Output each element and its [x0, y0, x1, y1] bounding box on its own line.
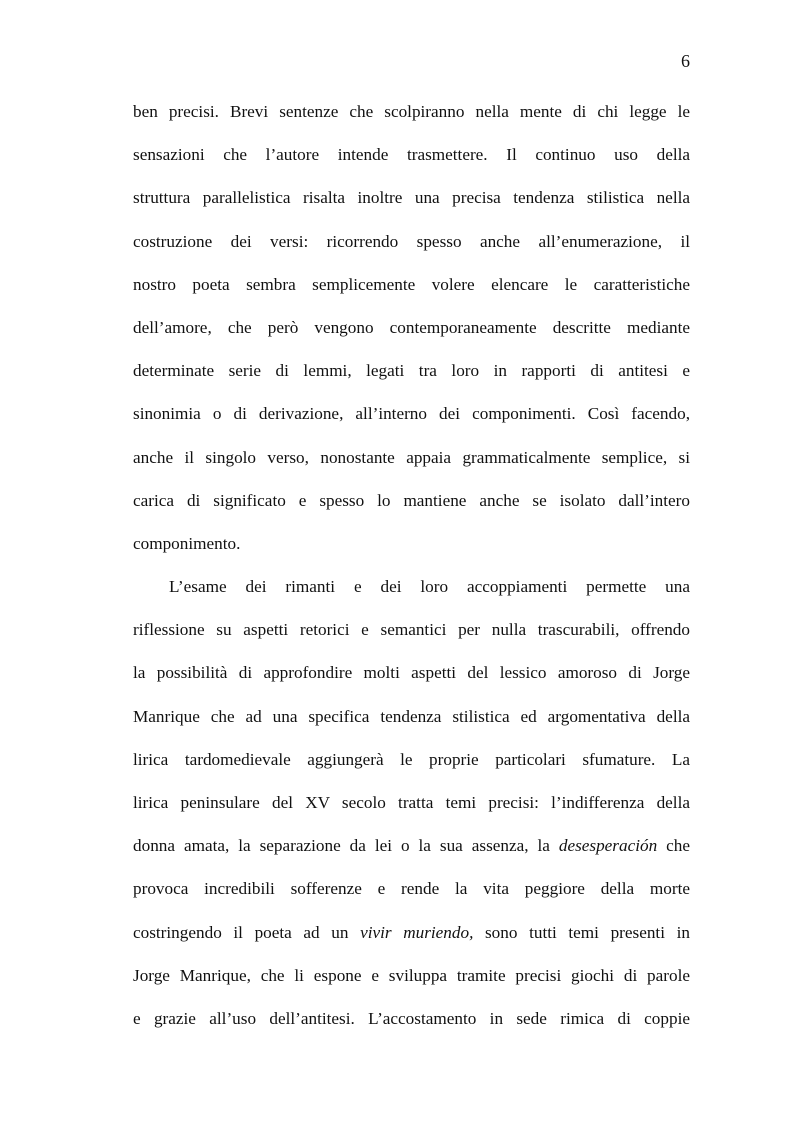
text-run: Jorge Manrique, che li espone e sviluppa tramite precisi giochi di parole — [133, 965, 690, 985]
text-run: anche il singolo verso, nonostante appaia grammaticalmente semplice, si — [133, 447, 690, 467]
text-line — [133, 436, 690, 479]
text-line — [133, 176, 690, 219]
text-run: carica di significato e spesso lo mantiene anche se isolato dall’intero — [133, 490, 690, 510]
text-run: sono tutti temi presenti in — [473, 922, 690, 942]
text-line — [133, 911, 690, 954]
text-run: costringendo il poeta ad un — [133, 922, 361, 942]
text-line — [133, 651, 690, 694]
text-line — [133, 479, 690, 522]
text-line — [133, 867, 690, 910]
text-run: donna amata, la separazione da lei o la sua assenza, la — [133, 836, 559, 856]
italic-term: desesperación — [558, 836, 658, 856]
italic-term: vivir muriendo, — [360, 922, 474, 942]
text-run: nostro poeta sembra semplicemente volere elencare le caratteristiche — [133, 274, 690, 294]
text-run: ben precisi. Brevi sentenze che scolpiranno nella mente di chi legge le — [133, 102, 690, 121]
text-line — [133, 349, 690, 392]
text-line — [133, 133, 690, 176]
text-line — [133, 824, 690, 867]
text-run: sinonimia o di derivazione, all’interno dei componimenti. Così facendo, — [133, 404, 690, 424]
text-line — [133, 306, 690, 349]
text-run: Manrique che ad una specifica tendenza stilistica ed argomentativa della — [133, 706, 690, 726]
text-line — [133, 738, 690, 781]
text-run: sensazioni che l’autore intende trasmettere. Il continuo uso della — [133, 145, 690, 165]
text-run: componimento. — [133, 533, 241, 553]
text-line — [133, 781, 690, 824]
text-line — [133, 608, 690, 651]
text-line — [133, 954, 690, 997]
text-line — [133, 220, 690, 263]
text-run: determinate serie di lemmi, legati tra loro in rapporti di antitesi e — [133, 361, 690, 381]
text-run: lirica peninsulare del XV secolo tratta temi precisi: l’indifferenza della — [133, 793, 690, 812]
text-line — [133, 263, 690, 306]
text-run: la possibilità di approfondire molti aspetti del lessico amoroso di Jorge — [133, 663, 690, 683]
page-number: 6 — [681, 51, 690, 71]
text-run: provoca incredibili sofferenze e rende la vita peggiore della morte — [133, 879, 690, 899]
text-line — [133, 997, 690, 1040]
text-line — [133, 392, 690, 435]
text-line — [133, 695, 690, 738]
text-run: dell’amore, che però vengono contemporaneamente descritte mediante — [133, 317, 690, 337]
text-line — [133, 90, 690, 133]
text-run: costruzione dei versi: ricorrendo spesso anche all’enumerazione, il — [133, 231, 690, 251]
text-run: struttura parallelistica risalta inoltre una precisa tendenza stilistica nella — [133, 188, 690, 208]
text-run: che — [657, 836, 690, 856]
text-run: L’esame dei rimanti e dei loro accoppiamenti permette una — [169, 577, 690, 597]
body-text — [133, 90, 690, 1040]
text-line — [133, 522, 690, 565]
text-run: riflessione su aspetti retorici e semantici per nulla trascurabili, offrendo — [133, 620, 690, 640]
text-run: e grazie all’uso dell’antitesi. L’accostamento in sede rimica di coppie — [133, 1008, 690, 1028]
text-line — [133, 565, 690, 608]
text-run: lirica tardomedievale aggiungerà le proprie particolari sfumature. La — [133, 749, 690, 769]
